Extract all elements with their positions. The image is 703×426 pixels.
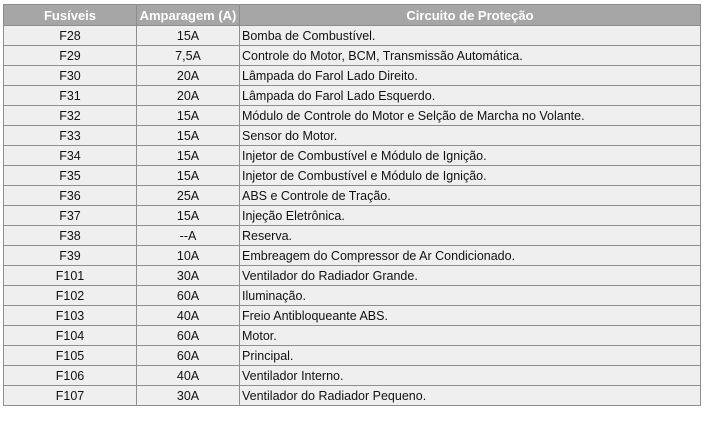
table-row — [4, 106, 701, 126]
circuit-cell: Módulo de Controle do Motor e Selção de Marcha no Volante. — [240, 106, 701, 126]
fuse-cell: F28 — [4, 26, 137, 46]
table-row — [4, 326, 701, 346]
fuse-cell: F31 — [4, 86, 137, 106]
fuse-cell: F37 — [4, 206, 137, 226]
table-row — [4, 186, 701, 206]
circuit-cell: Controle do Motor, BCM, Transmissão Automática. — [240, 46, 701, 66]
amperage-cell: 40A — [137, 366, 240, 386]
circuit-cell: Motor. — [240, 326, 701, 346]
table-row — [4, 366, 701, 386]
fuse-cell: F103 — [4, 306, 137, 326]
table-row — [4, 306, 701, 326]
header-amperage: Amparagem (A) — [137, 5, 240, 26]
table-row — [4, 26, 701, 46]
fuse-cell: F101 — [4, 266, 137, 286]
table-row — [4, 286, 701, 306]
table-header — [4, 5, 701, 26]
amperage-cell: 15A — [137, 166, 240, 186]
amperage-cell: 60A — [137, 346, 240, 366]
fuse-cell: F104 — [4, 326, 137, 346]
amperage-cell: 25A — [137, 186, 240, 206]
header-circuit: Circuito de Proteção — [240, 5, 701, 26]
fuse-cell: F30 — [4, 66, 137, 86]
table-row — [4, 206, 701, 226]
circuit-cell: Embreagem do Compressor de Ar Condicionado. — [240, 246, 701, 266]
circuit-cell: Injetor de Combustível e Módulo de Ignição. — [240, 166, 701, 186]
fuse-cell: F102 — [4, 286, 137, 306]
amperage-cell: 15A — [137, 206, 240, 226]
fuse-cell: F36 — [4, 186, 137, 206]
circuit-cell: Iluminação. — [240, 286, 701, 306]
fuse-cell: F35 — [4, 166, 137, 186]
table-row — [4, 126, 701, 146]
circuit-cell: Bomba de Combustível. — [240, 26, 701, 46]
circuit-cell: Lâmpada do Farol Lado Esquerdo. — [240, 86, 701, 106]
fuse-cell: F29 — [4, 46, 137, 66]
table-row — [4, 226, 701, 246]
circuit-cell: Injeção Eletrônica. — [240, 206, 701, 226]
amperage-cell: 10A — [137, 246, 240, 266]
fuse-cell: F38 — [4, 226, 137, 246]
table-row — [4, 266, 701, 286]
fuse-table — [3, 4, 701, 406]
amperage-cell: 7,5A — [137, 46, 240, 66]
header-row — [4, 5, 701, 26]
circuit-cell: Lâmpada do Farol Lado Direito. — [240, 66, 701, 86]
header-fuses: Fusíveis — [4, 5, 137, 26]
amperage-cell: 30A — [137, 386, 240, 406]
fuse-cell: F106 — [4, 366, 137, 386]
amperage-cell: 15A — [137, 126, 240, 146]
table-body — [4, 26, 701, 406]
table-row — [4, 246, 701, 266]
table-row — [4, 386, 701, 406]
circuit-cell: Principal. — [240, 346, 701, 366]
fuse-cell: F107 — [4, 386, 137, 406]
circuit-cell: Ventilador do Radiador Grande. — [240, 266, 701, 286]
circuit-cell: Ventilador do Radiador Pequeno. — [240, 386, 701, 406]
amperage-cell: 15A — [137, 26, 240, 46]
amperage-cell: 15A — [137, 106, 240, 126]
fuse-cell: F39 — [4, 246, 137, 266]
amperage-cell: 15A — [137, 146, 240, 166]
circuit-cell: Sensor do Motor. — [240, 126, 701, 146]
amperage-cell: 30A — [137, 266, 240, 286]
fuse-cell: F32 — [4, 106, 137, 126]
amperage-cell: 60A — [137, 326, 240, 346]
table-row — [4, 146, 701, 166]
table-row — [4, 346, 701, 366]
table-row — [4, 66, 701, 86]
circuit-cell: ABS e Controle de Tração. — [240, 186, 701, 206]
circuit-cell: Ventilador Interno. — [240, 366, 701, 386]
amperage-cell: --A — [137, 226, 240, 246]
fuse-cell: F34 — [4, 146, 137, 166]
amperage-cell: 40A — [137, 306, 240, 326]
table-row — [4, 46, 701, 66]
fuse-cell: F33 — [4, 126, 137, 146]
circuit-cell: Reserva. — [240, 226, 701, 246]
table-row — [4, 86, 701, 106]
amperage-cell: 20A — [137, 86, 240, 106]
circuit-cell: Freio Antibloqueante ABS. — [240, 306, 701, 326]
table-row — [4, 166, 701, 186]
amperage-cell: 20A — [137, 66, 240, 86]
circuit-cell: Injetor de Combustível e Módulo de Ignição. — [240, 146, 701, 166]
fuse-cell: F105 — [4, 346, 137, 366]
amperage-cell: 60A — [137, 286, 240, 306]
